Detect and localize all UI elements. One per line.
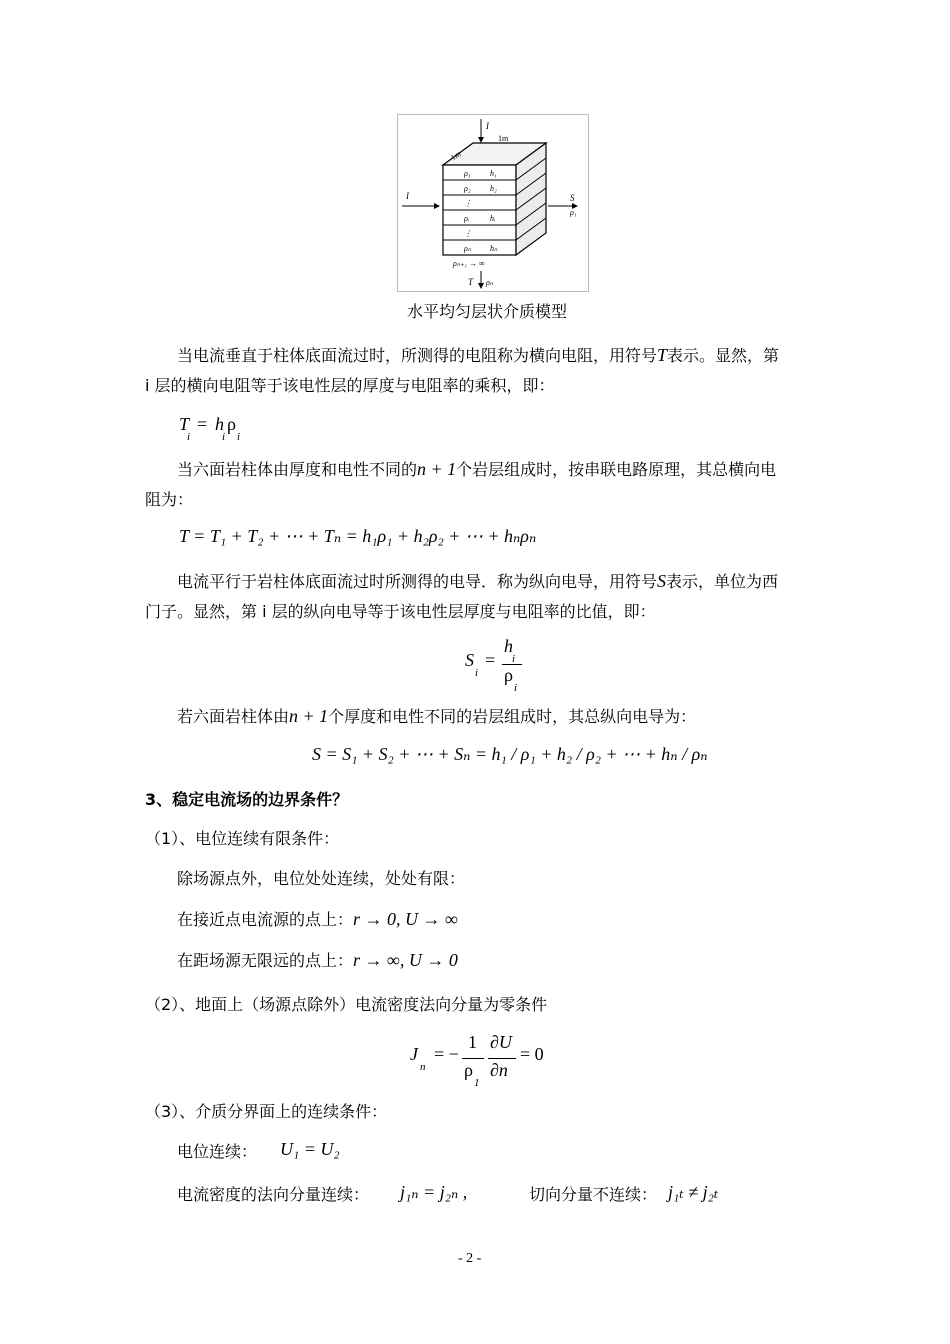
section3-item1: （1）、电位连续有限条件： <box>145 829 340 848</box>
eq-jn-lhs-sub: n <box>420 1061 426 1073</box>
layer-dots-1: ⋮ <box>464 199 472 208</box>
eq-ti-h: h <box>215 414 224 434</box>
eq-ti-equals: = <box>197 414 208 434</box>
eq-jn-num1: 1 <box>468 1032 477 1052</box>
layered-cube-diagram <box>398 115 588 291</box>
layer-h-1: h₁ <box>490 169 497 178</box>
layer-h-n: hₙ <box>490 244 498 253</box>
para3-line1 <box>177 567 778 596</box>
section3-near-line <box>177 905 458 934</box>
top-current-label: I <box>486 121 489 131</box>
equation-u: U₁ = U₂ <box>280 1139 340 1159</box>
eq-jn-den1: ρ <box>464 1060 473 1080</box>
right-rho-label: ρ₁ <box>570 208 577 217</box>
figure-caption: 水平均匀层状介质模型 <box>407 302 568 321</box>
far-label: 在距场源无限远的点上： <box>177 951 354 970</box>
para2-text-a: 当六面岩柱体由厚度和电性不同的 <box>177 460 418 479</box>
bottom-rho-label: ρₙ <box>486 278 494 287</box>
eq-si-equals: = <box>485 650 496 670</box>
section3-item3: （3）、介质分界面上的连续条件： <box>145 1102 388 1121</box>
layer-rho-1: ρ₁ <box>464 169 471 178</box>
para1-text-a: 当电流垂直于柱体底面流过时，所测得的电阻称为横向电阻，用符号 <box>177 346 658 365</box>
layer-dots-2: ⋮ <box>464 229 472 238</box>
bottom-t-label: T <box>468 277 474 287</box>
infinite-resistivity-label: ρₙ₊₁ → ∞ <box>453 259 485 268</box>
para1-symbol-t: T <box>657 345 668 365</box>
eq-ti-lhs: T <box>179 414 190 434</box>
para1-line1 <box>177 341 779 370</box>
eq-si-lhs: S <box>465 650 474 670</box>
eq-si-lhs-sub: i <box>475 667 479 679</box>
para4-n-plus-1: n + 1 <box>289 706 329 726</box>
para2-text-b: 个岩层组成时，按串联电路原理，其总横向电 <box>456 460 777 479</box>
eq-jn-lhs: J <box>410 1044 418 1064</box>
eq-si-den-sub: i <box>514 682 518 694</box>
para3-line2: 门子。显然，第 i 层的纵向电导等于该电性层厚度与电阻率的比值，即： <box>145 602 656 621</box>
eq-jn-rhs: = 0 <box>520 1044 544 1064</box>
normal-component-label: 电流密度的法向分量连续： <box>177 1185 370 1204</box>
layer-rho-2: ρ₂ <box>464 184 471 193</box>
para3-text-b: 表示，单位为西 <box>666 572 779 591</box>
left-current-label: I <box>406 191 409 201</box>
para4-line1 <box>177 702 696 731</box>
side-width-label: 1m <box>449 149 463 163</box>
para2-line2: 阻为： <box>145 490 194 509</box>
equation-jn-normal: j₁ₙ = j₂ₙ , <box>400 1182 468 1202</box>
eq-ti-rho: ρ <box>227 414 236 434</box>
eq-jn-equals: = − <box>434 1044 459 1064</box>
equation-si <box>465 636 525 694</box>
far-math: r → ∞, U → 0 <box>353 950 458 970</box>
equation-jn <box>410 1032 550 1090</box>
section3-far-line <box>177 946 458 975</box>
section3-item1-desc: 除场源点外，电位处处连续，处处有限： <box>177 869 466 888</box>
eq-ti-rho-sub: i <box>237 431 241 443</box>
eq-ti-h-sub: i <box>222 431 226 443</box>
eq-ti-lhs-sub: i <box>187 431 191 443</box>
eq-jn-den2: ∂n <box>490 1060 508 1080</box>
right-s-label: S <box>570 193 575 203</box>
para1-line2: i 层的横向电阻等于该电性层的厚度与电阻率的乘积，即： <box>145 376 555 395</box>
para2-line1 <box>177 455 776 484</box>
para3-text-a: 电流平行于岩柱体底面流过时所测得的电导．称为纵向电导，用符号 <box>177 572 658 591</box>
near-label: 在接近点电流源的点上： <box>177 910 354 929</box>
top-width-label: 1m <box>498 134 509 143</box>
equation-total-t: T = T₁ + T₂ + ⋯ + Tₙ = h₁ρ₁ + h₂ρ₂ + ⋯ + hₙρₙ <box>179 526 537 546</box>
eq-si-num-sub: i <box>512 653 516 665</box>
page-number: - 2 - <box>458 1251 482 1266</box>
eq-si-den: ρ <box>504 665 513 685</box>
equation-ti <box>179 414 249 444</box>
layer-h-2: h₂ <box>490 184 497 193</box>
para2-n-plus-1: n + 1 <box>417 459 457 479</box>
potential-continuity-label: 电位连续： <box>177 1142 258 1161</box>
section3-heading: 3、稳定电流场的边界条件？ <box>145 790 349 809</box>
para1-text-b: 表示。显然，第 <box>667 346 780 365</box>
eq-jn-den1-sub: 1 <box>474 1077 480 1089</box>
para4-text-b: 个厚度和电性不同的岩层组成时，其总纵向电导为： <box>328 707 697 726</box>
eq-jn-fraction-bar-1 <box>462 1058 484 1059</box>
near-math: r → 0, U → ∞ <box>353 909 458 929</box>
layer-rho-n: ρₙ <box>464 244 472 253</box>
equation-total-s: S = S₁ + S₂ + ⋯ + Sₙ = h₁ / ρ₁ + h₂ / ρ₂ + ⋯ + hₙ / ρₙ <box>312 744 708 764</box>
para4-text-a: 若六面岩柱体由 <box>177 707 290 726</box>
eq-si-num: h <box>504 636 513 656</box>
para3-symbol-s: S <box>657 571 667 591</box>
layer-h-i: hᵢ <box>490 214 496 223</box>
layer-rho-i: ρᵢ <box>464 214 470 223</box>
eq-jn-num2: ∂U <box>490 1032 512 1052</box>
tangent-component-label: 切向分量不连续： <box>529 1185 658 1204</box>
equation-jt-tangent: j₁ₜ ≠ j₂ₜ <box>668 1182 719 1202</box>
layered-medium-figure <box>397 114 589 292</box>
section3-item2: （2）、地面上（场源点除外）电流密度法向分量为零条件 <box>145 995 548 1014</box>
eq-jn-fraction-bar-2 <box>488 1058 516 1059</box>
